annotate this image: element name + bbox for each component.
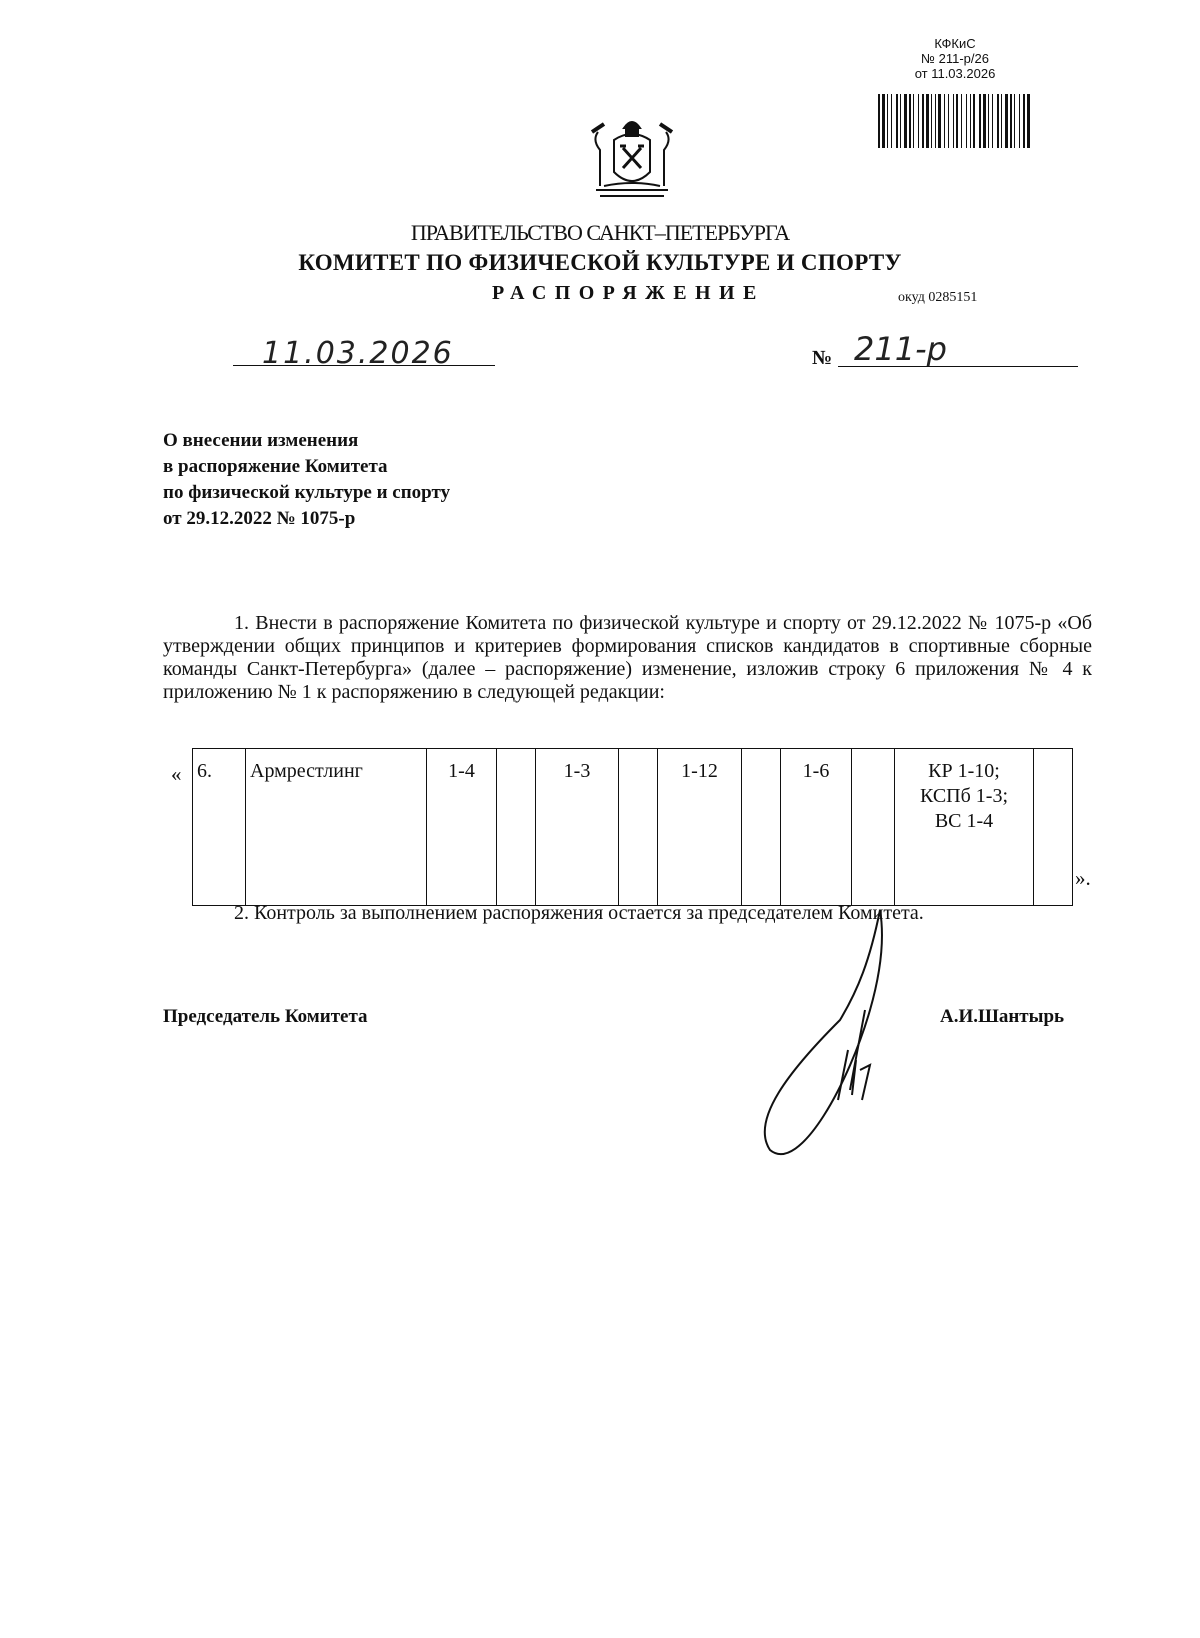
cell-sport: Армрестлинг: [246, 749, 427, 906]
order-number: 211-р: [854, 330, 947, 368]
cell-c8: [852, 749, 895, 906]
table-row: [193, 749, 1073, 906]
barcode-bar: [1010, 94, 1012, 148]
barcode-bar: [931, 94, 932, 148]
barcode-bar: [1023, 94, 1025, 148]
subject-line: по физической культуре и спорту: [163, 482, 451, 503]
barcode-bar: [997, 94, 999, 148]
barcode-bar: [882, 94, 885, 148]
signer-position: Председатель Комитета: [163, 1006, 368, 1027]
cell-c3: 1-3: [536, 749, 619, 906]
document-type: РАСПОРЯЖЕНИЕ: [492, 282, 765, 304]
barcode-bar: [992, 94, 993, 148]
cell-c1: 1-4: [427, 749, 497, 906]
handwritten-signature: [730, 900, 960, 1160]
barcode-bar: [1014, 94, 1015, 148]
barcode-bar: [979, 94, 981, 148]
cell-c5: 1-12: [658, 749, 742, 906]
barcode-bar: [983, 94, 986, 148]
barcode: [876, 94, 1032, 148]
registration-stamp: [880, 36, 1030, 81]
cell-c4: [619, 749, 658, 906]
barcode-bar: [944, 94, 945, 148]
stamp-reg-number: № 211-р/26: [921, 51, 989, 66]
government-title: ПРАВИТЕЛЬСТВО САНКТ–ПЕТЕРБУРГА: [410, 220, 790, 245]
subject-line: О внесении изменения: [163, 430, 359, 451]
stamp-reg-date: от 11.03.2026: [914, 66, 996, 81]
barcode-bar: [988, 94, 989, 148]
order-date: 11.03.2026: [262, 336, 454, 371]
amendment-table: [192, 748, 1073, 906]
barcode-bar: [935, 94, 936, 148]
barcode-bar: [878, 94, 880, 148]
barcode-bar: [973, 94, 975, 148]
number-underline: [838, 366, 1078, 367]
paragraph-1: [163, 612, 1092, 704]
coat-of-arms-icon: [586, 110, 678, 200]
barcode-bar: [896, 94, 898, 148]
barcode-bar: [1027, 94, 1030, 148]
cell-c9-line: КР 1-10;: [928, 760, 1000, 782]
number-sign: №: [812, 347, 833, 369]
cell-c7: 1-6: [781, 749, 852, 906]
cell-c9-line: КСПб 1-3;: [919, 785, 1009, 807]
barcode-bar: [918, 94, 919, 148]
barcode-bar: [1001, 94, 1002, 148]
document-subject: [163, 428, 450, 532]
barcode-bar: [970, 94, 971, 148]
barcode-bar: [956, 94, 958, 148]
barcode-bar: [926, 94, 929, 148]
barcode-bar: [948, 94, 949, 148]
quote-open: «: [171, 762, 182, 786]
cell-c2: [497, 749, 536, 906]
barcode-bar: [904, 94, 907, 148]
cell-c9-line: ВС 1-4: [934, 810, 994, 832]
barcode-bar: [961, 94, 962, 148]
signer-name: А.И.Шантырь: [940, 1006, 1065, 1027]
barcode-bar: [887, 94, 888, 148]
barcode-bar: [938, 94, 941, 148]
barcode-bar: [1005, 94, 1008, 148]
cell-c9: [895, 749, 1034, 906]
paragraph-1-text: 1. Внести в распоряжение Комитета по физической культуре и спорту от 29.12.2022 № 1075-р «Об утверждении общих принципов и критериев формирования списков кандидатов в спортивные сборные команды Санкт-Петербурга» (далее – распоряжение) изменение, изложив строку 6 приложения № 4 к приложению № 1 к распоряжению в следующей редакции:: [163, 612, 1092, 703]
barcode-bar: [900, 94, 901, 148]
subject-line: от 29.12.2022 № 1075-р: [163, 508, 356, 529]
barcode-bar: [922, 94, 924, 148]
paragraph-2: 2. Контроль за выполнением распоряжения остается за председателем Комитета.: [234, 902, 924, 924]
cell-c6: [742, 749, 781, 906]
barcode-bar: [1019, 94, 1020, 148]
barcode-bar: [966, 94, 967, 148]
cell-c10: [1034, 749, 1073, 906]
subject-line: в распоряжение Комитета: [163, 456, 388, 477]
cell-num: 6.: [193, 749, 246, 906]
barcode-bar: [891, 94, 892, 148]
barcode-bar: [909, 94, 911, 148]
stamp-org: КФКиС: [934, 36, 976, 51]
barcode-bar: [953, 94, 954, 148]
quote-close: ».: [1075, 866, 1091, 890]
okud-code: окуд 0285151: [898, 290, 978, 305]
committee-title: КОМИТЕТ ПО ФИЗИЧЕСКОЙ КУЛЬТУРЕ И СПОРТУ: [298, 250, 902, 275]
barcode-bar: [913, 94, 914, 148]
date-underline: [233, 365, 495, 366]
